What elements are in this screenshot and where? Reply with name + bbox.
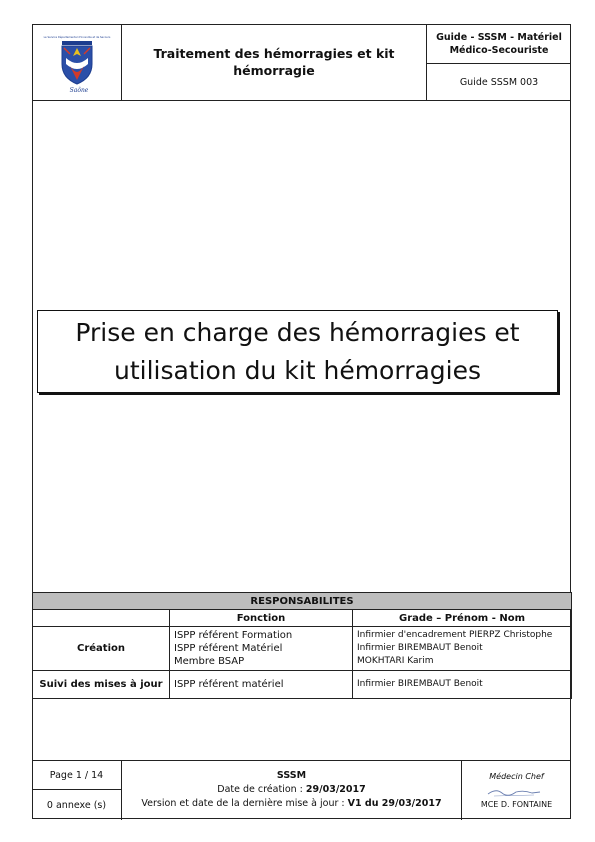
- page-frame: [32, 24, 571, 819]
- footer-metadata: [122, 761, 462, 820]
- logo-caption: Saône: [69, 87, 89, 94]
- main-title-box: [37, 310, 558, 393]
- function-item: ISPP référent matériel: [174, 679, 284, 690]
- creation-line: [122, 783, 461, 797]
- function-item: Membre BSAP: [174, 656, 245, 667]
- column-header-grade: Grade – Prénom - Nom: [353, 610, 572, 627]
- version-value: V1 du 29/03/2017: [347, 798, 442, 809]
- table-row: [33, 671, 572, 699]
- table-row: [33, 627, 572, 671]
- names-cell: [353, 671, 572, 699]
- signature-icon: [484, 785, 544, 799]
- signer-name: MCE D. FONTAINE: [480, 800, 553, 809]
- name-item: Infirmier BIREMBAUT Benoit: [357, 679, 483, 689]
- functions-cell: [170, 671, 353, 699]
- creation-date: 29/03/2017: [305, 784, 366, 795]
- signature-block: [462, 761, 571, 820]
- row-label: Suivi des mises à jour: [33, 671, 170, 699]
- responsibilities-table: [32, 592, 572, 699]
- document-title: [122, 24, 427, 101]
- responsibilities-heading: RESPONSABILITES: [33, 593, 572, 610]
- functions-cell: [170, 627, 353, 671]
- row-label: Création: [33, 627, 170, 671]
- version-line: [122, 797, 461, 811]
- footer-org: SSSM: [276, 770, 307, 781]
- creation-label: Date de création :: [217, 784, 306, 795]
- annex-count: 0 annexe (s): [32, 790, 122, 820]
- signer-role: Médecin Chef: [489, 772, 544, 781]
- sdis-logo-icon: [43, 34, 111, 94]
- logo-text: Le Service Départemental d'Incendie et de Secours: [43, 36, 111, 39]
- footer: [32, 760, 571, 819]
- names-cell: [353, 627, 572, 671]
- document-category-text: Guide - SSSM - Matériel Médico-Secouriste: [436, 31, 562, 56]
- function-item: ISPP référent Formation: [174, 630, 293, 641]
- name-item: MOKHTARI Karim: [357, 656, 434, 666]
- column-header-function: Fonction: [170, 610, 353, 627]
- document-reference: [427, 64, 571, 101]
- document-reference-text: Guide SSSM 003: [459, 76, 539, 88]
- version-label: Version et date de la dernière mise à jour :: [141, 798, 348, 809]
- name-item: Infirmier BIREMBAUT Benoit: [357, 643, 483, 653]
- main-title: Prise en charge des hémorragies et utilisation du kit hémorragies: [75, 317, 520, 385]
- document-category: [427, 24, 571, 64]
- function-item: ISPP référent Matériel: [174, 643, 283, 654]
- table-corner: [33, 610, 170, 627]
- document-title-text: Traitement des hémorragies et kit hémorragie: [153, 46, 395, 78]
- name-item: Infirmier d'encadrement PIERPZ Christophe: [357, 630, 553, 640]
- page-number: Page 1 / 14: [32, 761, 122, 790]
